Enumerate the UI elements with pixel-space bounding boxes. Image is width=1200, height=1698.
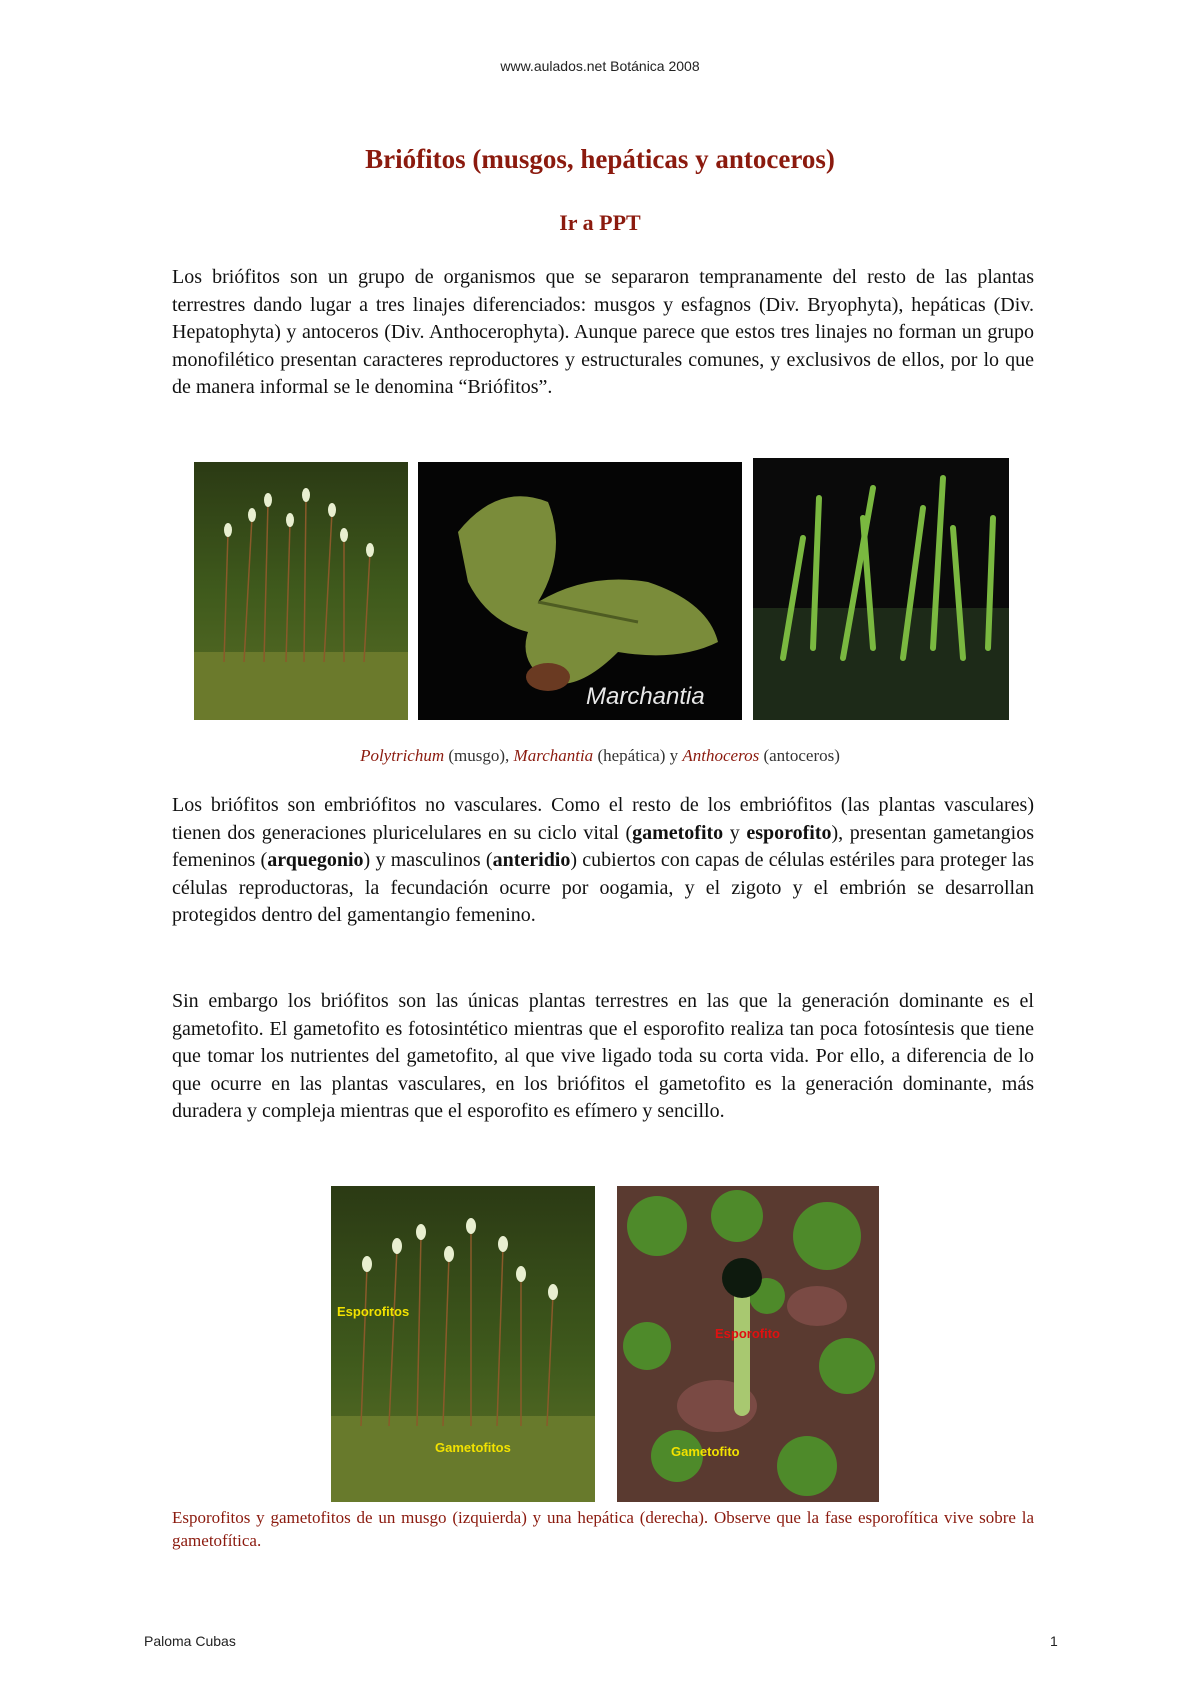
marchantia-label: Marchantia [586,683,705,710]
term-gametofito: gametofito [632,821,724,844]
intro-paragraph: Los briófitos son un grupo de organismos que se separaron tempranamente del resto de las plantas terrestres dando lugar a tres linajes diferenciados: musgos y esfagnos (Div. Bryophyta), hepáticas (Div. Hepatophyta) y antoceros (Div. Anthocerophyta). Aunque parece que estos tres linajes no forman un grupo monofilético presentan caracteres reproductores y estructurales comunes, y exclusivos de ellos, por lo que de manera informal se le denomina “Briófitos”. [172,266,1034,398]
text-run: y [723,821,747,844]
term-arquegonio: arquegonio [267,849,364,871]
gametophyte-paragraph: Sin embargo los briófitos son las únicas plantas terrestres en las que la generación dominante es el gametofito. El gametofito es fotosintético mientras que el esporofito realiza tan poca fotosíntesis que tiene que tomar los nutrientes del gametofito, al que vive ligado toda su corta vida. Por ello, a diferencia de lo que ocurre en las plantas vasculares, en los briófitos el gametofito es la generación dominante, más duradera y compleja mientras que el esporofito es efímero y sencillo. [172,990,1034,1122]
document-title: Briófitos (musgos, hepáticas y antoceros) [365,144,835,174]
moss-life-cycle-photo [331,1186,595,1502]
figure2-caption: Esporofitos y gametofitos de un musgo (izquierda) y una hepática (derecha). Observe que la fase esporofítica vive sobre la gametofítica. [172,1508,1034,1550]
figure1-caption [0,746,1200,766]
polytrichum-photo [194,462,408,720]
caption-genus-anthoceros: Anthoceros [682,746,760,765]
caption-text: (hepática) y [593,746,683,765]
label-gametofito: Gametofito [671,1444,740,1459]
ppt-link[interactable]: Ir a PPT [559,210,641,235]
anthoceros-photo [753,458,1009,720]
liverwort-life-cycle-photo [617,1186,879,1502]
caption-text: (antoceros) [759,746,840,765]
text-run: ), presentan gametangios femeninos ( [172,821,1034,871]
term-esporofito: esporofito [746,821,832,844]
marchantia-photo [418,462,742,720]
label-gametofitos: Gametofitos [435,1440,511,1455]
label-esporofitos: Esporofitos [337,1304,410,1319]
page-header: www.aulados.net Botánica 2008 [500,58,700,74]
embryophytes-paragraph [172,792,1034,930]
text-run: Los briófitos son embriófitos no vasculares. Como el resto de los embriófitos (las plantas vasculares) tienen dos generaciones pluricelulares en su ciclo vital ( [172,794,1034,844]
caption-text: (musgo), [444,746,514,765]
caption-genus-polytrichum: Polytrichum [360,746,445,765]
page-number: 1 [1050,1633,1058,1649]
footer-author: Paloma Cubas [144,1633,236,1649]
text-run: ) cubiertos con capas de células estériles para proteger las células reproductoras, la fecundación ocurre por oogamia, y el zigoto y el embrión se desarrollan protegidos dentro del gamentangio femenino. [172,849,1034,926]
term-anteridio: anteridio [492,849,571,871]
label-esporofito: Esporofito [715,1326,780,1341]
caption-genus-marchantia: Marchantia [513,746,594,765]
text-run: ) y masculinos ( [363,849,493,871]
